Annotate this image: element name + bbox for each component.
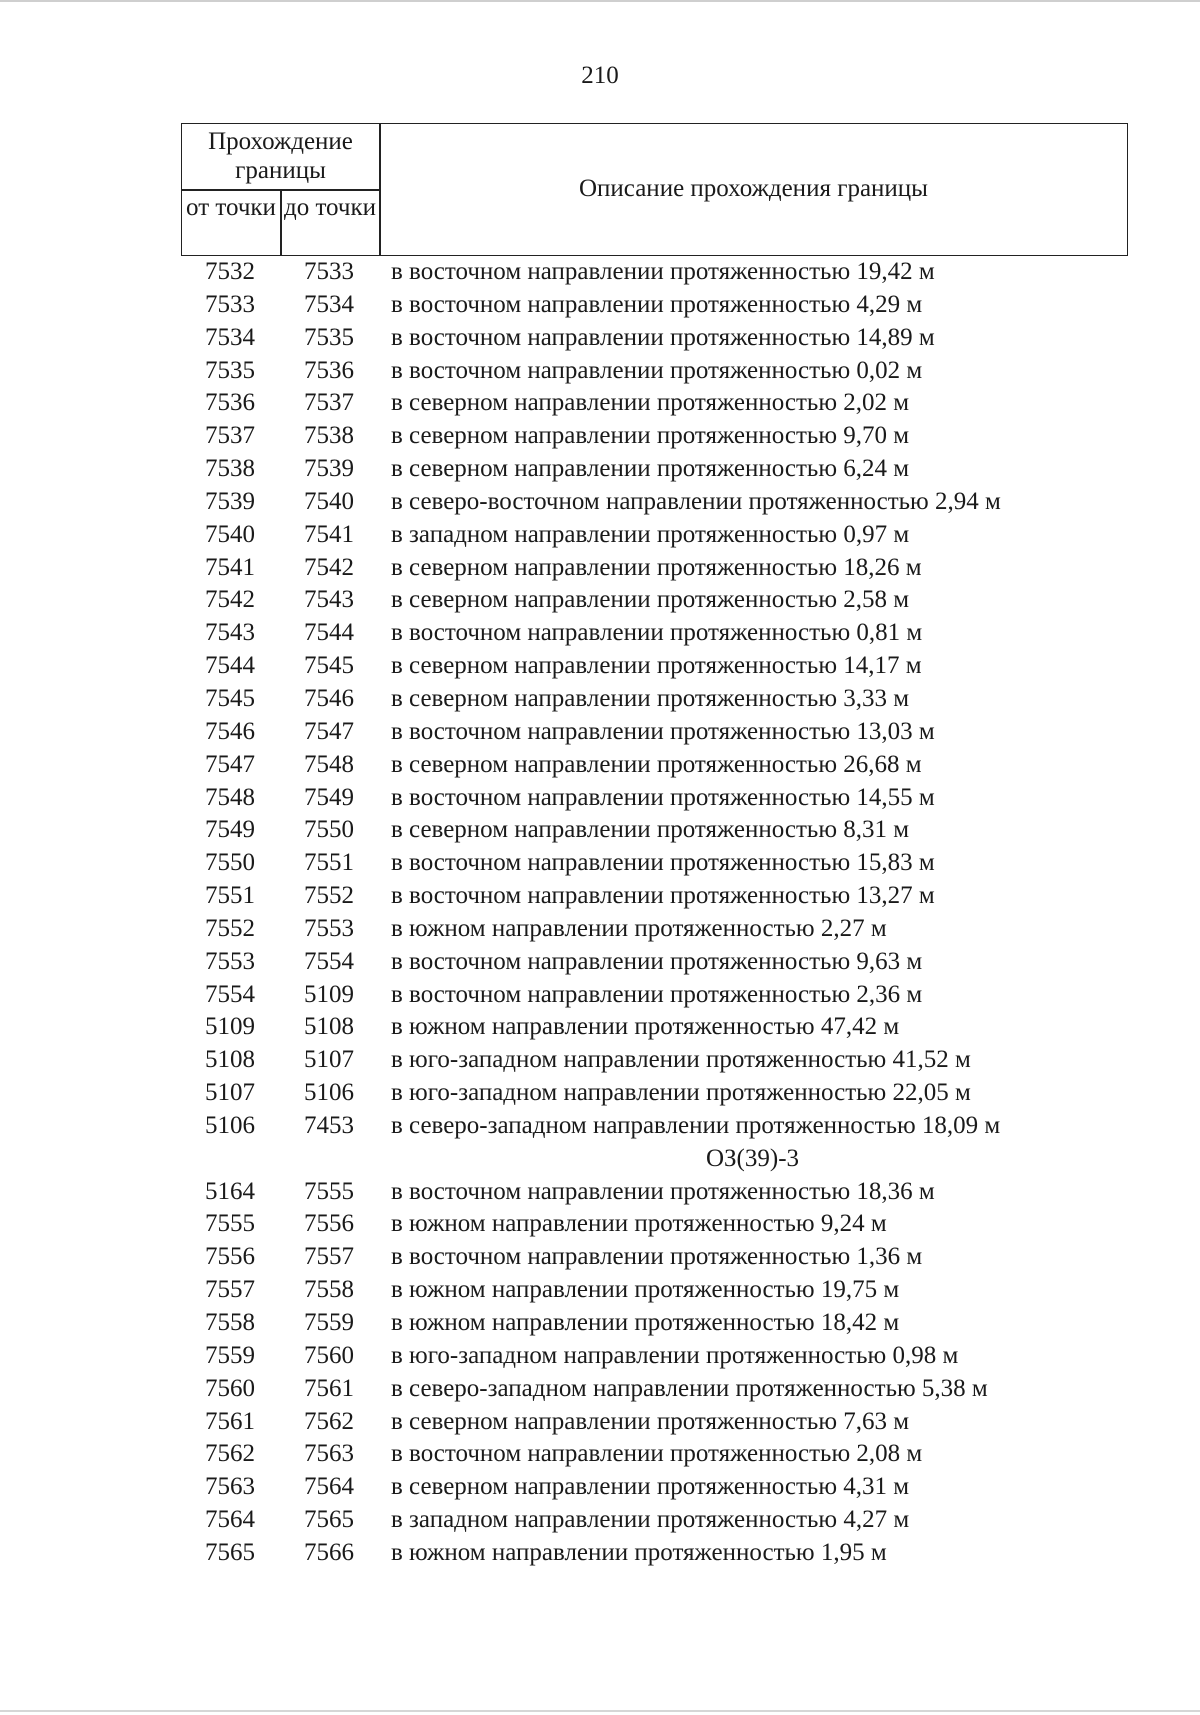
to-point-cell: 7535 xyxy=(304,323,354,351)
from-point-cell: 7549 xyxy=(205,816,255,844)
scan-edge-top xyxy=(0,0,1200,2)
table-row xyxy=(181,1077,1141,1110)
boundary-table-body xyxy=(181,256,1141,1570)
table-row xyxy=(181,256,1141,289)
table-row xyxy=(181,913,1141,946)
from-point-cell: 7552 xyxy=(205,914,255,942)
description-cell: в восточном направлении протяженностью 0,02 м xyxy=(391,356,923,384)
to-point-cell: 7540 xyxy=(304,487,354,515)
description-cell: в южном направлении протяженностью 1,95 м xyxy=(391,1538,887,1566)
to-point-cell: 7551 xyxy=(304,849,354,877)
from-point-cell: 7555 xyxy=(205,1210,255,1238)
table-row xyxy=(181,486,1141,519)
table-row xyxy=(181,1438,1141,1471)
description-cell: в северном направлении протяженностью 4,31 м xyxy=(391,1473,910,1501)
from-point-cell: 7558 xyxy=(205,1309,255,1336)
to-point-cell: 5108 xyxy=(304,1013,354,1041)
table-row xyxy=(181,1307,1141,1340)
table-row xyxy=(181,749,1141,782)
table-row xyxy=(181,1208,1141,1241)
from-point-cell: 7556 xyxy=(205,1243,255,1271)
description-cell: в южном направлении протяженностью 19,75 м xyxy=(391,1276,900,1304)
table-row xyxy=(181,683,1141,716)
description-cell: в юго-западном направлении протяженностью 0,98 м xyxy=(391,1341,959,1369)
to-point-cell: 7536 xyxy=(304,356,354,384)
table-row xyxy=(181,617,1141,650)
description-cell: в восточном направлении протяженностью 2,36 м xyxy=(391,980,923,1008)
from-point-cell: 7550 xyxy=(205,849,255,877)
to-point-cell: 7545 xyxy=(304,652,354,680)
table-row xyxy=(181,584,1141,617)
to-point-cell: 7558 xyxy=(304,1276,354,1304)
description-cell: в северном направлении протяженностью 8,31 м xyxy=(391,816,910,844)
to-point-cell: 7546 xyxy=(304,684,354,712)
from-point-cell: 7539 xyxy=(205,487,255,515)
from-point-cell: 7551 xyxy=(205,882,255,910)
page-number: 210 xyxy=(581,62,619,89)
table-row xyxy=(181,1471,1141,1504)
to-point-cell: 7537 xyxy=(304,389,354,417)
description-cell: в северном направлении протяженностью 14,17 м xyxy=(391,652,922,680)
description-cell: в восточном направлении протяженностью 15,83 м xyxy=(391,849,935,877)
from-point-cell: 7563 xyxy=(205,1473,255,1501)
table-row xyxy=(181,1537,1141,1570)
description-cell: в западном направлении протяженностью 0,97 м xyxy=(391,520,910,548)
to-point-cell: 5106 xyxy=(304,1079,354,1107)
to-point-cell: 7453 xyxy=(304,1111,354,1139)
to-point-cell: 7543 xyxy=(304,586,354,614)
from-point-cell: 7534 xyxy=(205,323,255,351)
to-point-cell: 7561 xyxy=(304,1374,354,1402)
description-cell: в восточном направлении протяженностью 13,27 м xyxy=(391,882,935,910)
description-cell: в восточном направлении протяженностью 1,36 м xyxy=(391,1243,923,1271)
from-point-cell: 7543 xyxy=(205,619,255,647)
to-point-cell: 7562 xyxy=(304,1407,354,1435)
from-point-cell: 7557 xyxy=(205,1276,255,1304)
to-point-cell: 5109 xyxy=(304,980,354,1008)
from-point-cell: 7553 xyxy=(205,947,255,975)
description-cell: в северном направлении протяженностью 7,63 м xyxy=(391,1407,910,1435)
table-row xyxy=(181,519,1141,552)
from-point-cell: 7532 xyxy=(205,258,255,285)
description-cell: в южном направлении протяженностью 18,42 м xyxy=(391,1309,900,1336)
header-passage: Прохождение границы xyxy=(208,128,353,184)
table-row xyxy=(181,782,1141,815)
to-point-cell: 7555 xyxy=(304,1177,354,1205)
to-point-cell: 7538 xyxy=(304,422,354,450)
from-point-cell: 7545 xyxy=(205,684,255,712)
description-cell: в северном направлении протяженностью 3,33 м xyxy=(391,684,910,712)
description-cell: в восточном направлении протяженностью 0,81 м xyxy=(391,619,923,647)
table-row xyxy=(181,946,1141,979)
table-row xyxy=(181,1340,1141,1373)
table-row xyxy=(181,420,1141,453)
description-cell: в северном направлении протяженностью 6,24 м xyxy=(391,455,910,483)
table-row xyxy=(181,650,1141,683)
to-point-cell: 7534 xyxy=(304,290,354,318)
section-title: ОЗ(39)-3 xyxy=(705,1144,800,1172)
description-cell: в южном направлении протяженностью 47,42 м xyxy=(391,1013,900,1041)
table-row xyxy=(181,1176,1141,1209)
from-point-cell: 5106 xyxy=(205,1111,255,1139)
description-cell: в восточном направлении протяженностью 4,29 м xyxy=(391,290,923,318)
table-row xyxy=(181,1373,1141,1406)
description-cell: в юго-западном направлении протяженностью 41,52 м xyxy=(391,1046,971,1074)
description-cell: в северном направлении протяженностью 9,70 м xyxy=(391,422,910,450)
from-point-cell: 7535 xyxy=(205,356,255,384)
description-cell: в северном направлении протяженностью 2,58 м xyxy=(391,586,910,614)
table-row xyxy=(181,322,1141,355)
table-row xyxy=(181,1241,1141,1274)
from-point-cell: 5108 xyxy=(205,1046,255,1074)
description-cell: в северном направлении протяженностью 26,68 м xyxy=(391,750,922,778)
description-cell: в северном направлении протяженностью 18,26 м xyxy=(391,553,922,581)
to-point-cell: 7565 xyxy=(304,1506,354,1534)
to-point-cell: 7557 xyxy=(304,1243,354,1271)
to-point-cell: 7548 xyxy=(304,750,354,778)
from-point-cell: 5107 xyxy=(205,1079,255,1107)
from-point-cell: 7548 xyxy=(205,783,255,811)
from-point-cell: 7541 xyxy=(205,553,255,581)
to-point-cell: 7563 xyxy=(304,1440,354,1468)
from-point-cell: 5109 xyxy=(205,1013,255,1041)
table-row xyxy=(181,814,1141,847)
from-point-cell: 7561 xyxy=(205,1407,255,1435)
from-point-cell: 7538 xyxy=(205,455,255,483)
from-point-cell: 7540 xyxy=(205,520,255,548)
from-point-cell: 7562 xyxy=(205,1440,255,1468)
to-point-cell: 7566 xyxy=(304,1538,354,1566)
table-row xyxy=(181,453,1141,486)
header-from-point: от точки xyxy=(186,194,276,221)
description-cell: в северо-западном направлении протяженностью 5,38 м xyxy=(391,1374,988,1402)
from-point-cell: 7564 xyxy=(205,1506,255,1534)
table-row xyxy=(181,1011,1141,1044)
table-row xyxy=(181,1274,1141,1307)
table-row xyxy=(181,1504,1141,1537)
from-point-cell: 7546 xyxy=(205,717,255,745)
to-point-cell: 7560 xyxy=(304,1341,354,1369)
from-point-cell: 7544 xyxy=(205,652,255,680)
from-point-cell: 7537 xyxy=(205,422,255,450)
from-point-cell: 5164 xyxy=(205,1177,255,1205)
header-to-point: до точки xyxy=(283,194,377,221)
description-cell: в северном направлении протяженностью 2,02 м xyxy=(391,389,910,417)
to-point-cell: 7550 xyxy=(304,816,354,844)
to-point-cell: 7559 xyxy=(304,1309,354,1336)
to-point-cell: 7533 xyxy=(304,258,354,285)
to-point-cell: 7553 xyxy=(304,914,354,942)
table-row xyxy=(181,552,1141,585)
table-row xyxy=(181,289,1141,322)
description-cell: в восточном направлении протяженностью 2,08 м xyxy=(391,1440,923,1468)
table-row xyxy=(181,716,1141,749)
to-point-cell: 7564 xyxy=(304,1473,354,1501)
from-point-cell: 7565 xyxy=(205,1538,255,1566)
scan-edge-bottom xyxy=(0,1710,1200,1712)
to-point-cell: 7552 xyxy=(304,882,354,910)
description-cell: в южном направлении протяженностью 2,27 м xyxy=(391,914,887,942)
from-point-cell: 7542 xyxy=(205,586,255,614)
table-row xyxy=(181,1406,1141,1439)
from-point-cell: 7559 xyxy=(205,1341,255,1369)
from-point-cell: 7547 xyxy=(205,750,255,778)
from-point-cell: 7536 xyxy=(205,389,255,417)
description-cell: в западном направлении протяженностью 4,27 м xyxy=(391,1506,910,1534)
description-cell: в восточном направлении протяженностью 9,63 м xyxy=(391,947,923,975)
table-row xyxy=(181,847,1141,880)
to-point-cell: 7554 xyxy=(304,947,354,975)
to-point-cell: 7556 xyxy=(304,1210,354,1238)
from-point-cell: 7560 xyxy=(205,1374,255,1402)
table-row xyxy=(181,387,1141,420)
to-point-cell: 7549 xyxy=(304,783,354,811)
section-heading-row xyxy=(181,1143,1141,1176)
description-cell: в восточном направлении протяженностью 14,89 м xyxy=(391,323,935,351)
description-cell: в северо-западном направлении протяженностью 18,09 м xyxy=(391,1111,1001,1139)
description-cell: в восточном направлении протяженностью 18,36 м xyxy=(391,1177,935,1205)
table-row xyxy=(181,979,1141,1012)
table-row xyxy=(181,355,1141,388)
table-row xyxy=(181,1110,1141,1143)
to-point-cell: 7544 xyxy=(304,619,354,647)
to-point-cell: 7547 xyxy=(304,717,354,745)
description-cell: в южном направлении протяженностью 9,24 м xyxy=(391,1210,887,1238)
description-cell: в восточном направлении протяженностью 14,55 м xyxy=(391,783,935,811)
table-row xyxy=(181,1044,1141,1077)
to-point-cell: 7539 xyxy=(304,455,354,483)
from-point-cell: 7554 xyxy=(205,980,255,1008)
description-cell: в северо-восточном направлении протяженностью 2,94 м xyxy=(391,487,1001,515)
table-header xyxy=(181,123,1128,256)
table-row xyxy=(181,880,1141,913)
header-description: Описание прохождения границы xyxy=(579,175,928,202)
to-point-cell: 5107 xyxy=(304,1046,354,1074)
description-cell: в юго-западном направлении протяженностью 22,05 м xyxy=(391,1079,971,1107)
description-cell: в восточном направлении протяженностью 13,03 м xyxy=(391,717,935,745)
to-point-cell: 7541 xyxy=(304,520,354,548)
from-point-cell: 7533 xyxy=(205,290,255,318)
to-point-cell: 7542 xyxy=(304,553,354,581)
description-cell: в восточном направлении протяженностью 19,42 м xyxy=(391,258,935,285)
